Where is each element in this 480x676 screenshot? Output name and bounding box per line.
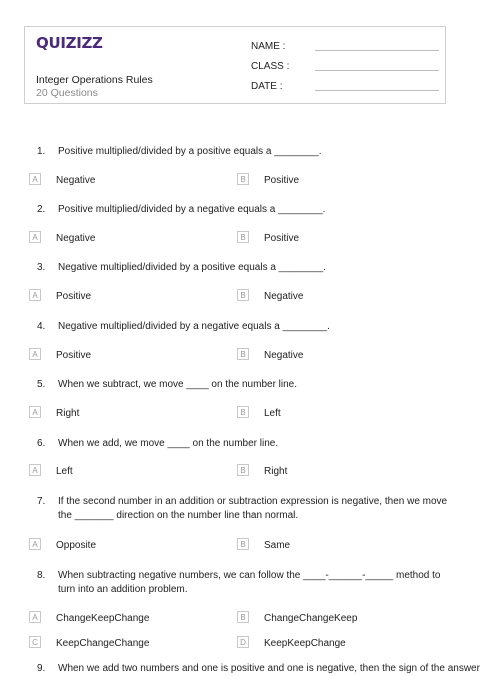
option-text: Positive xyxy=(56,350,92,361)
option-letter: A xyxy=(29,348,41,360)
option-letter: B xyxy=(237,406,249,418)
option-letter: A xyxy=(29,289,41,301)
worksheet-title: Integer Operations Rules xyxy=(36,74,153,86)
question-number: 1. xyxy=(37,146,46,157)
option-text: Positive xyxy=(264,175,300,186)
option-text: ChangeChangeKeep xyxy=(264,613,358,624)
question-number: 5. xyxy=(37,379,46,390)
worksheet-header xyxy=(24,26,446,104)
option-text: Negative xyxy=(56,175,96,186)
option-text: ChangeKeepChange xyxy=(56,613,150,624)
option-letter: A xyxy=(29,173,41,185)
option-letter: A xyxy=(29,231,41,243)
option-letter: A xyxy=(29,538,41,550)
option-letter: A xyxy=(29,406,41,418)
date-line xyxy=(315,90,439,91)
question-number: 7. xyxy=(37,496,46,507)
question-count: 20 Questions xyxy=(36,87,98,99)
option-letter: B xyxy=(237,289,249,301)
question-text: Negative multiplied/divided by a negative equals a ________. xyxy=(58,321,330,332)
question-number: 9. xyxy=(37,663,46,674)
question-text: Negative multiplied/divided by a positive equals a ________. xyxy=(58,262,326,273)
question-text: When we subtract, we move ____ on the number line. xyxy=(58,379,298,390)
date-field[interactable] xyxy=(251,81,282,92)
name-label: NAME : xyxy=(251,41,286,52)
option-letter: A xyxy=(29,611,41,623)
option-text: Negative xyxy=(264,350,304,361)
question-text: When we add, we move ____ on the number line. xyxy=(58,438,279,449)
class-label: CLASS : xyxy=(251,61,290,72)
question-text: When subtracting negative numbers, we can follow the ____-______-_____ method to turn into an addition problem. xyxy=(58,570,441,595)
option-letter: B xyxy=(237,464,249,476)
question-text: Positive multiplied/divided by a negative equals a ________. xyxy=(58,204,326,215)
question-number: 4. xyxy=(37,321,46,332)
option-text: Left xyxy=(56,466,73,477)
option-letter: C xyxy=(29,636,41,648)
option-letter: B xyxy=(237,231,249,243)
option-letter: A xyxy=(29,464,41,476)
question-text: Positive multiplied/divided by a positive equals a ________. xyxy=(58,146,322,157)
option-text: Negative xyxy=(56,233,96,244)
question-text: When we add two numbers and one is positive and one is negative, then the sign of the answer xyxy=(58,663,480,674)
question-text: If the second number in an addition or subtraction expression is negative, then we move the _______ direction on the number line than normal. xyxy=(58,496,448,521)
option-letter: B xyxy=(237,538,249,550)
option-letter: B xyxy=(237,348,249,360)
option-text: Right xyxy=(56,408,80,419)
class-field[interactable] xyxy=(251,61,289,72)
option-text: KeepKeepChange xyxy=(264,638,346,649)
option-text: Left xyxy=(264,408,281,419)
option-text: Positive xyxy=(56,291,92,302)
option-text: Same xyxy=(264,540,291,551)
option-letter: B xyxy=(237,611,249,623)
quizizz-logo: QUIZIZZ xyxy=(36,34,103,52)
option-text: Positive xyxy=(264,233,300,244)
question-number: 2. xyxy=(37,204,46,215)
option-text: Right xyxy=(264,466,288,477)
option-letter: B xyxy=(237,173,249,185)
class-line xyxy=(315,70,439,71)
option-letter: D xyxy=(237,636,249,648)
question-cutoff xyxy=(37,663,480,674)
option-text: Negative xyxy=(264,291,304,302)
date-label: DATE : xyxy=(251,81,283,92)
question-number: 6. xyxy=(37,438,46,449)
question-number: 8. xyxy=(37,570,46,581)
name-field[interactable] xyxy=(251,41,285,52)
question-number: 3. xyxy=(37,262,46,273)
option-text: KeepChangeChange xyxy=(56,638,150,649)
name-line xyxy=(315,50,439,51)
option-text: Opposite xyxy=(56,540,97,551)
